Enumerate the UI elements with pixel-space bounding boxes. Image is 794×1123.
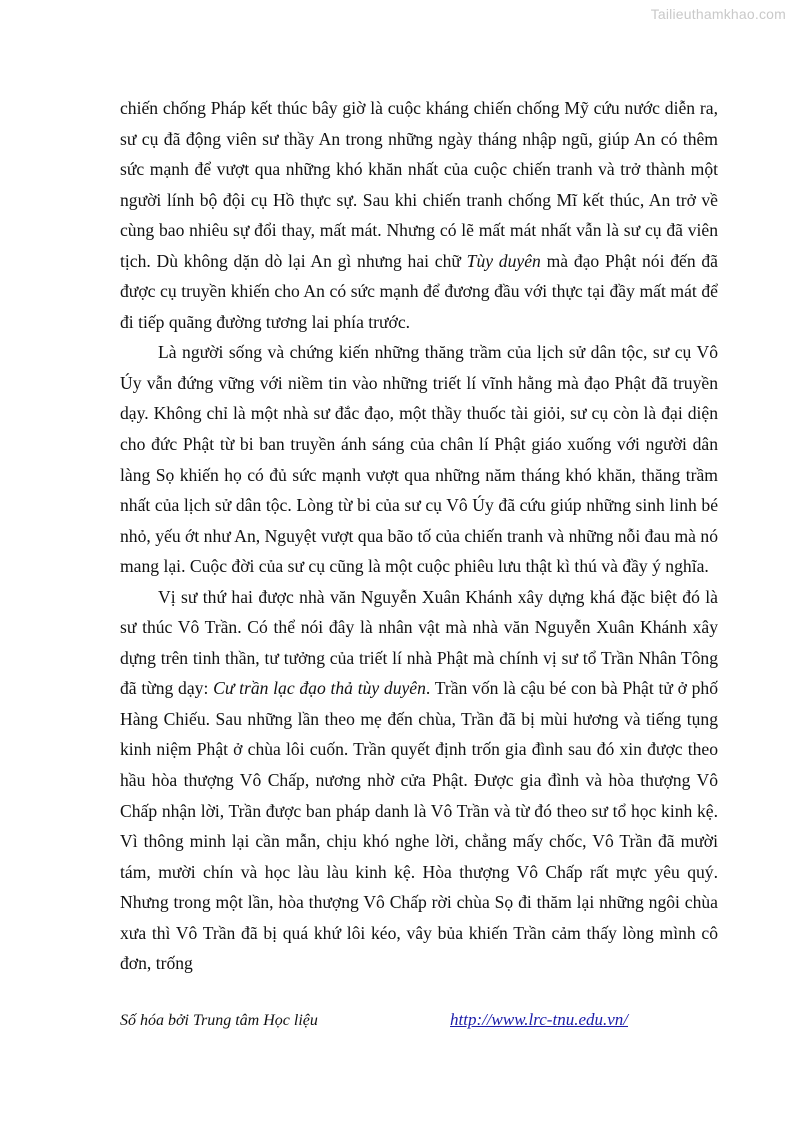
text-run: . Trần vốn là cậu bé con bà Phật tử ở phố Hàng Chiếu. Sau những lần theo mẹ đến chùa, Trần đã bị mùi hương và tiếng tụng kinh niệm Phật ở chùa lôi cuốn. Trần quyết định trốn gia đình sau đó xin được theo hầu hòa thượng Vô Chấp, nương nhờ cửa Phật. Được gia đình và hòa thượng Vô Chấp nhận lời, Trần được ban pháp danh là Vô Trần và từ đó theo sư tổ học kinh kệ. Vì thông minh lại cần mẫn, chịu khó nghe lời, chẳng mấy chốc, Vô Trần đã mười tám, mười chín và học làu làu kinh kệ. Hòa thượng Vô Chấp rất mực yêu quý. Nhưng trong một lần, hòa thượng Vô Chấp rời chùa Sọ đi thăm lại những ngôi chùa xưa thì Vô Trần đã bị quá khứ lôi kéo, vây bủa khiến Trần cảm thấy lòng mình cô đơn, trống — [120, 678, 718, 974]
watermark: Tailieuthamkhao.com — [650, 6, 786, 22]
page-footer — [120, 1012, 718, 1036]
body-paragraph — [120, 337, 718, 581]
text-run: Là người sống và chứng kiến những thăng trầm của lịch sử dân tộc, sư cụ Vô Úy vẫn đứng vững với niềm tin vào những triết lí vĩnh hằng mà đạo Phật đã truyền dạy. Không chỉ là một nhà sư đắc đạo, một thầy thuốc tài giỏi, sư cụ còn là đại diện cho đức Phật từ bi ban truyền ánh sáng của chân lí Phật giáo xuống với người dân làng Sọ khiến họ có đủ sức mạnh vượt qua những năm tháng khó khăn, thăng trầm nhất của lịch sử dân tộc. Lòng từ bi của sư cụ Vô Úy đã cứu giúp những sinh linh bé nhỏ, yếu ớt như An, Nguyệt vượt qua bão tố của chiến tranh và những nỗi đau mà nó mang lại. Cuộc đời của sư cụ cũng là một cuộc phiêu lưu thật kì thú và đầy ý nghĩa. — [120, 342, 718, 577]
italic-phrase: Cư trần lạc đạo thả tùy duyên — [213, 678, 426, 699]
text-run: Vị sư thứ hai được nhà văn Nguyễn Xuân Khánh xây dựng khá đặc biệt đó là sư thúc Vô Trần. Có thể nói đây là nhân vật mà nhà văn Nguyễn Xuân Khánh xây dựng trên tinh thần, tư tưởng của triết lí nhà Phật mà chính vị sư tổ Trần Nhân Tông đã từng dạy: — [120, 586, 718, 699]
footer-source: Số hóa bởi Trung tâm Học liệu — [120, 1012, 318, 1029]
page-body — [120, 93, 718, 979]
footer-link[interactable]: http://www.lrc-tnu.edu.vn/ — [450, 1010, 629, 1029]
italic-phrase: Tùy duyên — [466, 250, 541, 271]
body-paragraph — [120, 582, 718, 979]
text-run: chiến chống Pháp kết thúc bây giờ là cuộc kháng chiến chống Mỹ cứu nước diễn ra, sư cụ đã động viên sư thầy An trong những ngày tháng nhập ngũ, giúp An có thêm sức mạnh để vượt qua những khó khăn nhất của cuộc chiến tranh và trở thành một người lính bộ đội cụ Hồ thực sự. Sau khi chiến tranh chống Mĩ kết thúc, An trở về cùng bao nhiêu sự đổi thay, mất mát. Nhưng có lẽ mất mát nhất vẫn là sư cụ đã viên tịch. Dù không dặn dò lại An gì nhưng hai chữ — [120, 98, 718, 271]
body-paragraph — [120, 93, 718, 337]
text-run: mà đạo Phật nói đến đã được cụ truyền khiến cho An có sức mạnh để đương đầu với thực tại đầy mất mát để đi tiếp quãng đường tương lai phía trước. — [120, 250, 718, 332]
